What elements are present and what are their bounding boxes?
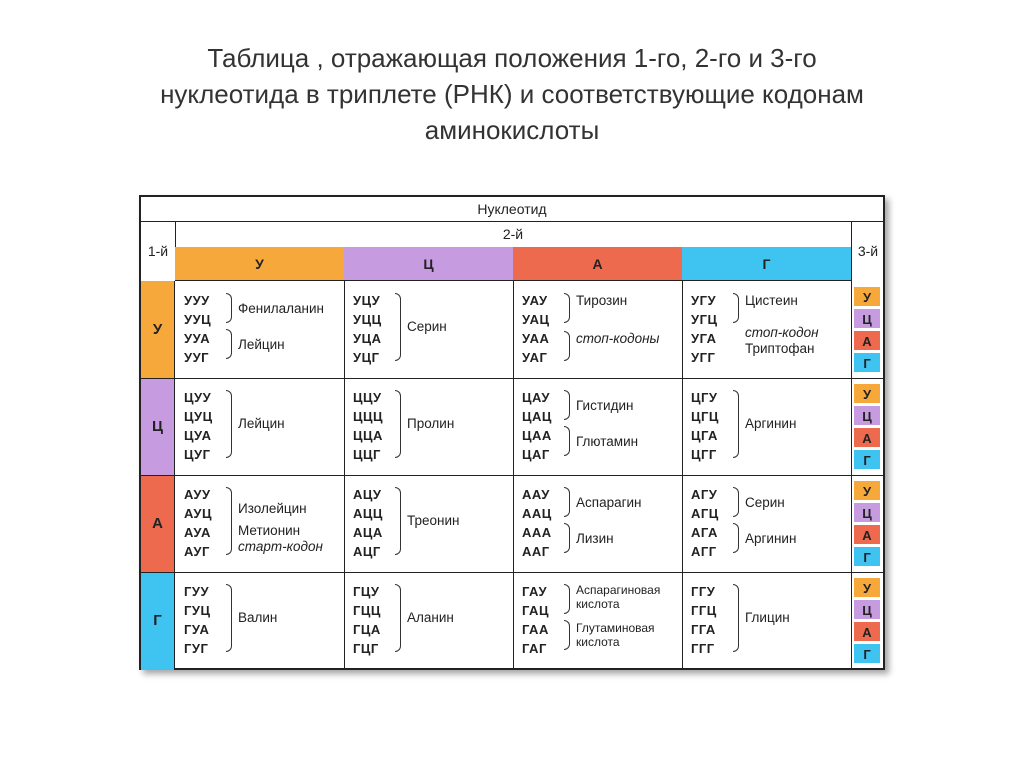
codon-cell — [345, 576, 513, 666]
third-base-G: Г — [853, 352, 881, 373]
codon-label: УЦА — [353, 331, 382, 346]
codon-label: УЦУ — [353, 293, 381, 308]
third-base-U: У — [853, 577, 881, 598]
third-base-U: У — [853, 286, 881, 307]
codon-label: ААА — [522, 525, 552, 540]
row-divider — [141, 378, 883, 379]
brace-bracket — [564, 390, 570, 420]
codon-label: УАА — [522, 331, 550, 346]
codon-label: АЦГ — [353, 544, 381, 559]
codon-label: ЦГГ — [691, 447, 717, 462]
brace-bracket — [226, 390, 232, 458]
codon-label: ГЦЦ — [353, 603, 381, 618]
brace-bracket — [733, 584, 739, 652]
brace-bracket — [733, 487, 739, 517]
brace-bracket — [564, 584, 570, 614]
codon-label: ЦГА — [691, 428, 718, 443]
codon-table — [139, 195, 885, 670]
brace-bracket — [564, 523, 570, 553]
codon-label: ЦЦЦ — [353, 409, 383, 424]
codon-label: АГЦ — [691, 506, 719, 521]
codon-label: ААГ — [522, 544, 550, 559]
amino-acid-label: старт-кодон — [238, 539, 323, 554]
codon-label: УЦГ — [353, 350, 380, 365]
third-base-A: А — [853, 621, 881, 642]
codon-cell — [514, 479, 682, 569]
codon-cell — [345, 285, 513, 375]
amino-acid-label: Аргинин — [745, 416, 797, 431]
codon-label: АГУ — [691, 487, 718, 502]
codon-label: ЦУГ — [184, 447, 211, 462]
codon-label: ЦЦУ — [353, 390, 382, 405]
third-base-G: Г — [853, 546, 881, 567]
brace-bracket — [395, 293, 401, 361]
codon-cell — [683, 576, 851, 666]
codon-cell — [683, 479, 851, 569]
brace-bracket — [733, 523, 739, 553]
codon-label: АУГ — [184, 544, 210, 559]
amino-acid-label: Глютамин — [576, 434, 639, 449]
header-third-position: 3-й — [851, 221, 884, 281]
codon-label: АЦУ — [353, 487, 382, 502]
third-base-U: У — [853, 383, 881, 404]
codon-label: ЦАА — [522, 428, 552, 443]
codon-label: УАУ — [522, 293, 548, 308]
codon-cell — [345, 382, 513, 472]
codon-label: ЦЦА — [353, 428, 383, 443]
amino-acid-label: Гистидин — [576, 398, 634, 413]
brace-bracket — [226, 329, 232, 359]
codon-label: ЦЦГ — [353, 447, 381, 462]
first-base-G: Г — [141, 572, 175, 670]
third-base-C: Ц — [853, 599, 881, 620]
codon-label: УГГ — [691, 350, 716, 365]
amino-acid-label: Аланин — [407, 610, 454, 625]
codon-cell — [176, 479, 344, 569]
codon-cell — [514, 382, 682, 472]
codon-label: АГА — [691, 525, 718, 540]
codon-label: УАЦ — [522, 312, 550, 327]
first-base-C: Ц — [141, 378, 175, 475]
third-base-U: У — [853, 480, 881, 501]
codon-label: ГАУ — [522, 584, 548, 599]
codon-label: ЦАЦ — [522, 409, 552, 424]
brace-bracket — [226, 584, 232, 652]
codon-cell — [683, 382, 851, 472]
codon-label: ААУ — [522, 487, 550, 502]
title-line-2: нуклеотида в триплете (РНК) и соответствующие кодонам — [160, 79, 864, 109]
second-base-C: Ц — [344, 247, 513, 281]
brace-bracket — [564, 620, 570, 650]
amino-acid-label: кислота — [576, 635, 620, 649]
codon-label: УГА — [691, 331, 717, 346]
codon-label: АЦЦ — [353, 506, 383, 521]
amino-acid-label: Серин — [407, 319, 447, 334]
codon-label: УЦЦ — [353, 312, 382, 327]
brace-bracket — [564, 426, 570, 456]
second-base-A: А — [513, 247, 682, 281]
codon-label: АУУ — [184, 487, 211, 502]
codon-label: ЦУЦ — [184, 409, 213, 424]
amino-acid-label: Глицин — [745, 610, 790, 625]
amino-acid-label: Изолейцин — [238, 501, 307, 516]
codon-label: УГЦ — [691, 312, 718, 327]
codon-label: ЦУА — [184, 428, 212, 443]
codon-label: АГГ — [691, 544, 717, 559]
amino-acid-label: стоп-кодон — [745, 325, 819, 340]
brace-bracket — [395, 390, 401, 458]
codon-cell — [345, 479, 513, 569]
brace-bracket — [395, 487, 401, 555]
codon-label: ГЦУ — [353, 584, 380, 599]
brace-bracket — [733, 293, 739, 323]
brace-bracket — [226, 487, 232, 555]
codon-cell — [176, 285, 344, 375]
brace-bracket — [226, 293, 232, 323]
amino-acid-label: Глутаминовая — [576, 621, 655, 635]
codon-label: ЦГУ — [691, 390, 718, 405]
slide-title — [60, 40, 964, 148]
codon-label: ЦАГ — [522, 447, 550, 462]
row-divider — [141, 475, 883, 476]
codon-label: УГУ — [691, 293, 717, 308]
third-base-G: Г — [853, 449, 881, 470]
codon-label: УУГ — [184, 350, 210, 365]
header-second-position: 2-й — [175, 221, 851, 248]
header-first-position: 1-й — [141, 221, 176, 281]
first-base-U: У — [141, 281, 175, 378]
third-base-C: Ц — [853, 405, 881, 426]
title-line-1: Таблица , отражающая положения 1-го, 2-го и 3-го — [207, 43, 817, 73]
brace-bracket — [564, 487, 570, 517]
codon-label: АЦА — [353, 525, 383, 540]
codon-label: УУЦ — [184, 312, 212, 327]
codon-cell — [176, 576, 344, 666]
codon-label: УУУ — [184, 293, 210, 308]
second-base-G: Г — [682, 247, 851, 281]
header-nucleotide: Нуклеотид — [141, 197, 883, 222]
codon-cell — [683, 285, 851, 375]
amino-acid-label: Цистеин — [745, 293, 798, 308]
amino-acid-label: Валин — [238, 610, 278, 625]
brace-bracket — [564, 331, 570, 361]
amino-acid-label: стоп-кодоны — [576, 331, 660, 346]
brace-bracket — [395, 584, 401, 652]
codon-label: ЦГЦ — [691, 409, 719, 424]
brace-bracket — [564, 293, 570, 323]
first-base-A: А — [141, 475, 175, 572]
codon-label: ГГА — [691, 622, 716, 637]
codon-label: ГАА — [522, 622, 549, 637]
amino-acid-label: Треонин — [407, 513, 460, 528]
codon-label: УУА — [184, 331, 211, 346]
title-line-3: аминокислоты — [424, 115, 600, 145]
third-base-A: А — [853, 427, 881, 448]
codon-label: АУА — [184, 525, 211, 540]
codon-label: УАГ — [522, 350, 548, 365]
amino-acid-label: Аспарагин — [576, 495, 642, 510]
amino-acid-label: Пролин — [407, 416, 455, 431]
codon-cell — [514, 576, 682, 666]
codon-cell — [514, 285, 682, 375]
amino-acid-label: Серин — [745, 495, 785, 510]
amino-acid-label: Метионин — [238, 523, 301, 538]
codon-label: ГГУ — [691, 584, 716, 599]
amino-acid-label: Фенилаланин — [238, 301, 324, 316]
codon-label: ГУУ — [184, 584, 210, 599]
codon-label: ГГЦ — [691, 603, 717, 618]
amino-acid-label: Аргинин — [745, 531, 797, 546]
column-divider — [851, 281, 852, 670]
amino-acid-label: кислота — [576, 597, 620, 611]
amino-acid-label: Триптофан — [745, 341, 815, 356]
codon-label: ААЦ — [522, 506, 552, 521]
amino-acid-label: Аспарагиновая — [576, 583, 661, 597]
row-divider — [141, 572, 883, 573]
codon-label: ГЦГ — [353, 641, 379, 656]
codon-label: ГУЦ — [184, 603, 211, 618]
codon-label: АУЦ — [184, 506, 212, 521]
amino-acid-label: Лейцин — [238, 337, 285, 352]
brace-bracket — [733, 390, 739, 458]
codon-label: ГАЦ — [522, 603, 549, 618]
codon-label: ГУА — [184, 622, 210, 637]
third-base-A: А — [853, 524, 881, 545]
amino-acid-label: Лейцин — [238, 416, 285, 431]
codon-label: ГГГ — [691, 641, 715, 656]
codon-label: ЦУУ — [184, 390, 212, 405]
codon-label: ГЦА — [353, 622, 381, 637]
third-base-C: Ц — [853, 308, 881, 329]
codon-label: ГАГ — [522, 641, 547, 656]
codon-cell — [176, 382, 344, 472]
third-base-A: А — [853, 330, 881, 351]
third-base-C: Ц — [853, 502, 881, 523]
codon-label: ЦАУ — [522, 390, 550, 405]
amino-acid-label: Тирозин — [576, 293, 628, 308]
third-base-G: Г — [853, 643, 881, 664]
second-base-U: У — [175, 247, 344, 281]
codon-label: ГУГ — [184, 641, 209, 656]
amino-acid-label: Лизин — [576, 531, 614, 546]
